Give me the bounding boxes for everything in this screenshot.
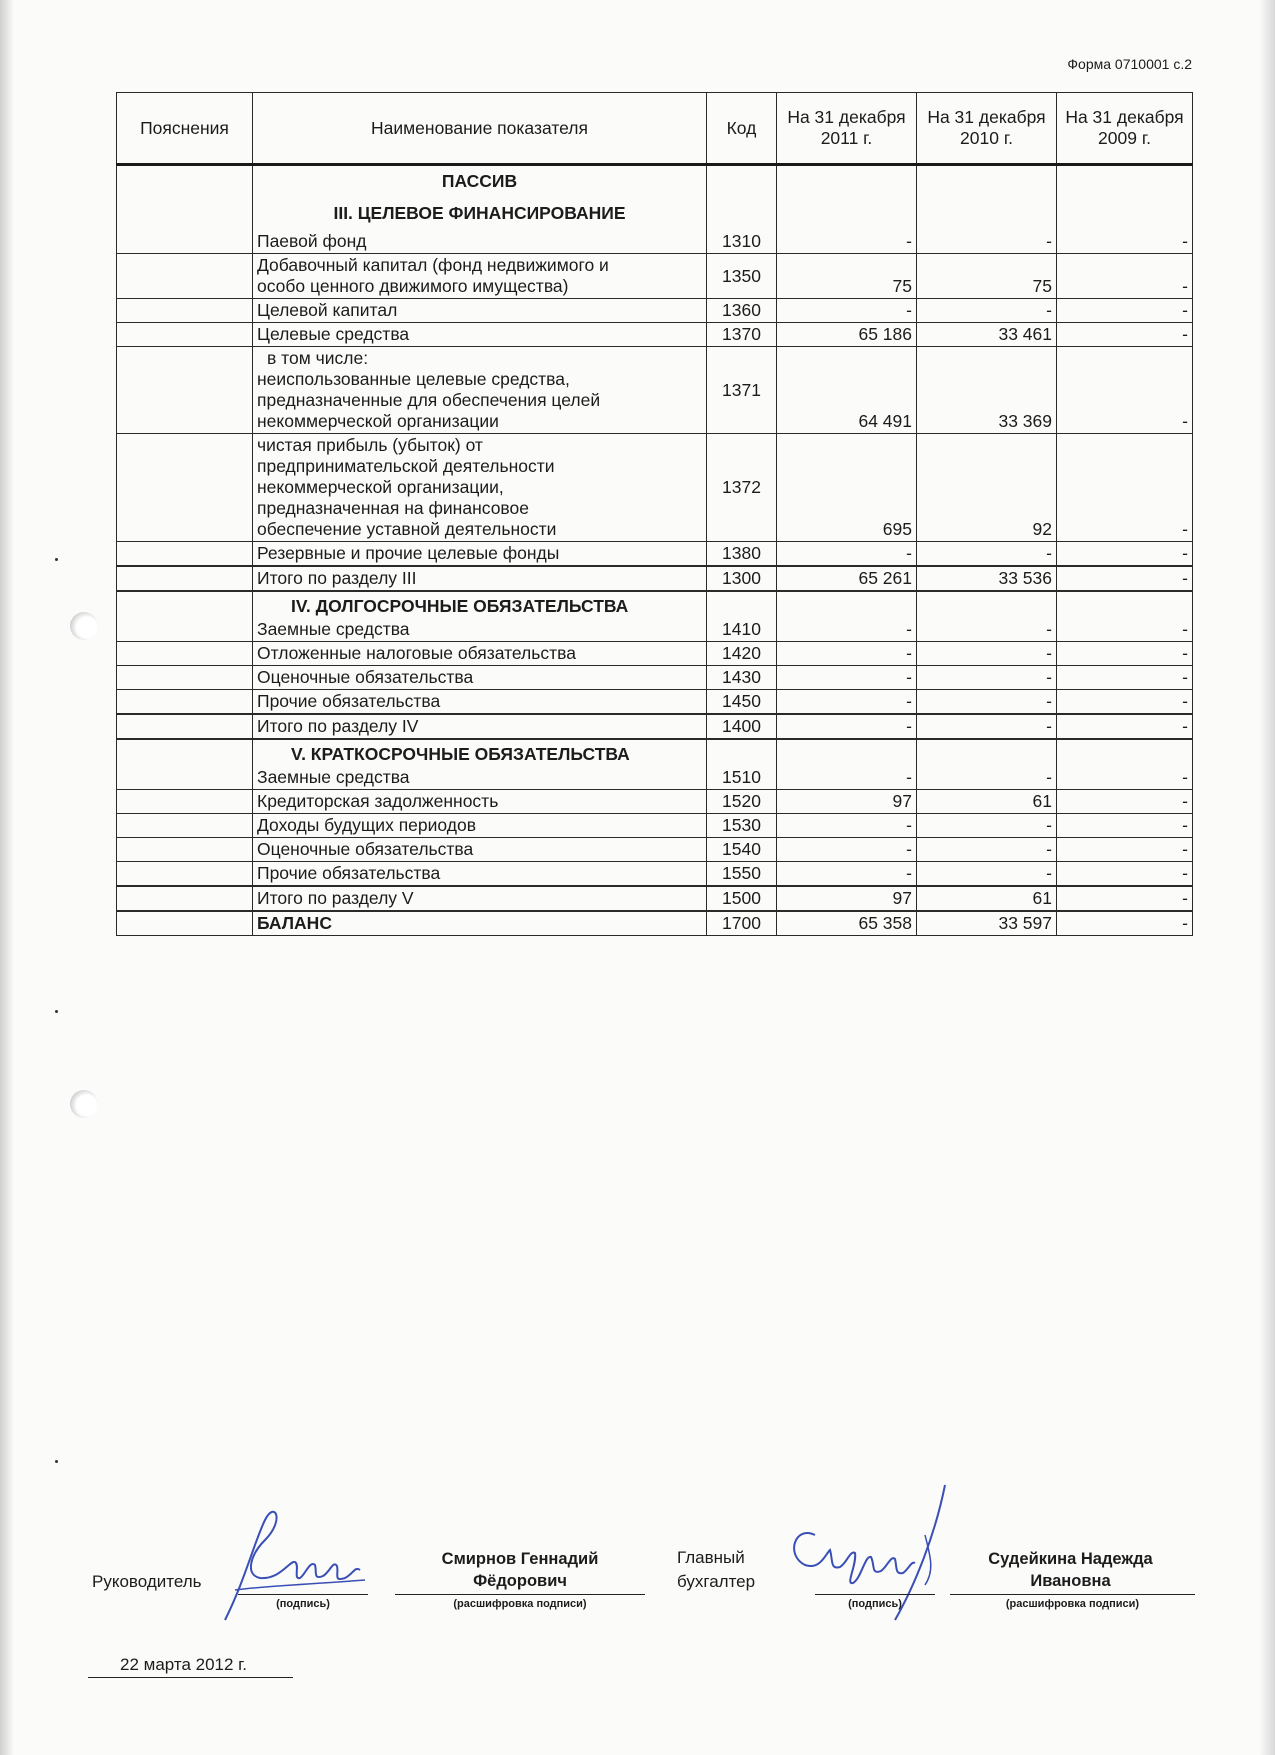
table-row-1310 (117, 165, 1193, 254)
punch-hole-icon (70, 612, 98, 640)
value-2009: - (1057, 299, 1193, 323)
notes-cell (117, 814, 253, 838)
notes-cell (117, 566, 253, 591)
col-header-2010 (917, 93, 1057, 165)
row-name-line2: предпринимательской деятельности (257, 456, 555, 476)
head-label: Руководитель (92, 1572, 202, 1591)
table-row-1371 (117, 347, 1193, 434)
value-2009: - (1057, 814, 1193, 838)
row-name: Заемные средства (257, 767, 410, 787)
value-2010: 92 (917, 434, 1057, 542)
value-2009: - (1057, 591, 1193, 642)
code-cell: 1420 (707, 642, 777, 666)
row-name: Заемные средства (257, 619, 410, 639)
name-cell: Итого по разделу III (253, 566, 707, 591)
code-cell: 1350 (707, 254, 777, 299)
value-2011: 695 (777, 434, 917, 542)
value-2009: - (1057, 542, 1193, 567)
page-shadow-right (1259, 0, 1275, 1755)
table-header (117, 93, 1193, 165)
table-row-1370 (117, 323, 1193, 347)
notes-cell (117, 542, 253, 567)
value-2010: 61 (917, 790, 1057, 814)
code-cell: 1370 (707, 323, 777, 347)
col-header-2010-line1: На 31 декабря (927, 107, 1046, 127)
value-2010: - (917, 642, 1057, 666)
notes-cell (117, 790, 253, 814)
notes-cell (117, 642, 253, 666)
code-cell: 1550 (707, 862, 777, 887)
value-2009: - (1057, 739, 1193, 790)
value-2011: 65 261 (777, 566, 917, 591)
value-2011: - (777, 299, 917, 323)
value-2010: - (917, 165, 1057, 254)
table-row-1360 (117, 299, 1193, 323)
accountant-name-line1: Судейкина Надежда (988, 1550, 1153, 1568)
col-header-2009-line1: На 31 декабря (1065, 107, 1184, 127)
code-cell: 1380 (707, 542, 777, 567)
value-2010: - (917, 862, 1057, 887)
code-cell: 1540 (707, 838, 777, 862)
table-row-1550 (117, 862, 1193, 887)
accountant-name (948, 1548, 1193, 1592)
name-cell: Целевой капитал (253, 299, 707, 323)
value-2010: - (917, 739, 1057, 790)
head-name-line2: Фёдорович (473, 1572, 567, 1590)
table-row-1450 (117, 690, 1193, 715)
code-cell: 1530 (707, 814, 777, 838)
value-2011: - (777, 591, 917, 642)
table-row-1380 (117, 542, 1193, 567)
notes-cell (117, 299, 253, 323)
name-cell: Оценочные обязательства (253, 838, 707, 862)
name-cell (253, 739, 707, 790)
accountant-decode-caption: (расшифровка подписи) (1005, 1598, 1140, 1610)
value-2009: - (1057, 165, 1193, 254)
name-cell (253, 591, 707, 642)
notes-cell (117, 911, 253, 936)
row-name-line1: Добавочный капитал (фонд недвижимого и (257, 255, 609, 275)
code-cell: 1520 (707, 790, 777, 814)
value-2009: - (1057, 347, 1193, 434)
table-row-1430 (117, 666, 1193, 690)
row-name-line5: обеспечение уставной деятельности (257, 519, 557, 539)
value-2009: - (1057, 714, 1193, 739)
notes-cell (117, 714, 253, 739)
value-2010: - (917, 814, 1057, 838)
value-2011: 65 186 (777, 323, 917, 347)
name-cell: Кредиторская задолженность (253, 790, 707, 814)
value-2010: 33 461 (917, 323, 1057, 347)
value-2011: - (777, 165, 917, 254)
value-2009: - (1057, 434, 1193, 542)
accountant-label-line2: бухгалтер (677, 1572, 756, 1591)
table-row-1530 (117, 814, 1193, 838)
value-2011: 97 (777, 886, 917, 911)
notes-cell (117, 666, 253, 690)
code-cell: 1700 (707, 911, 777, 936)
value-2010: - (917, 299, 1057, 323)
value-2010: - (917, 542, 1057, 567)
notes-cell (117, 323, 253, 347)
value-2011: 75 (777, 254, 917, 299)
col-header-2009-line2: 2009 г. (1098, 128, 1151, 148)
accountant-signature-caption: (подпись) (848, 1598, 902, 1610)
name-cell: Отложенные налоговые обязательства (253, 642, 707, 666)
code-cell: 1360 (707, 299, 777, 323)
value-2011: - (777, 666, 917, 690)
notes-cell (117, 165, 253, 254)
head-signature-caption: (подпись) (276, 1598, 330, 1610)
notes-cell (117, 434, 253, 542)
value-2009: - (1057, 790, 1193, 814)
head-signature-icon (205, 1500, 375, 1630)
accountant-signature-line (815, 1594, 935, 1595)
head-decode-line (395, 1594, 645, 1595)
value-2011: - (777, 690, 917, 715)
name-cell: Прочие обязательства (253, 690, 707, 715)
date-line (88, 1677, 293, 1678)
code-cell: 1310 (707, 165, 777, 254)
row-name-line1: чистая прибыль (убыток) от (257, 435, 483, 455)
code-cell: 1430 (707, 666, 777, 690)
name-cell: Оценочные обязательства (253, 666, 707, 690)
code-cell: 1371 (707, 347, 777, 434)
section-5-title: V. КРАТКОСРОЧНЫЕ ОБЯЗАТЕЛЬСТВА (291, 744, 630, 764)
row-name-line4: некоммерческой организации (257, 411, 499, 431)
value-2010: 33 597 (917, 911, 1057, 936)
speck (55, 1460, 58, 1463)
col-header-name: Наименование показателя (253, 93, 707, 165)
value-2010: 33 369 (917, 347, 1057, 434)
head-decode-caption: (расшифровка подписи) (453, 1598, 587, 1610)
row-name-line3: некоммерческой организации, (257, 477, 504, 497)
value-2011: - (777, 838, 917, 862)
name-cell (253, 254, 707, 299)
name-cell: Резервные и прочие целевые фонды (253, 542, 707, 567)
table-row-1700 (117, 911, 1193, 936)
value-2010: - (917, 591, 1057, 642)
code-cell: 1510 (707, 739, 777, 790)
table-row-1300 (117, 566, 1193, 591)
value-2010: 75 (917, 254, 1057, 299)
notes-cell (117, 886, 253, 911)
table-row-1350 (117, 254, 1193, 299)
value-2009: - (1057, 862, 1193, 887)
value-2011: - (777, 739, 917, 790)
accountant-label (677, 1546, 755, 1594)
name-cell: БАЛАНС (253, 911, 707, 936)
notes-cell (117, 591, 253, 642)
name-cell: Прочие обязательства (253, 862, 707, 887)
name-cell: Целевые средства (253, 323, 707, 347)
value-2011: 97 (777, 790, 917, 814)
table-row-1520 (117, 790, 1193, 814)
passive-title: ПАССИВ (441, 171, 518, 191)
table-row-1372 (117, 434, 1193, 542)
speck (55, 1010, 58, 1013)
section-3-title: III. ЦЕЛЕВОЕ ФИНАНСИРОВАНИЕ (333, 203, 626, 223)
value-2010: - (917, 838, 1057, 862)
value-2009: - (1057, 254, 1193, 299)
head-name (395, 1548, 645, 1592)
accountant-name-line2: Ивановна (1030, 1572, 1111, 1590)
table-row-1540 (117, 838, 1193, 862)
value-2009: - (1057, 838, 1193, 862)
value-2010: 33 536 (917, 566, 1057, 591)
page-shadow-left (0, 0, 14, 1755)
value-2011: - (777, 814, 917, 838)
head-signature-line (238, 1594, 368, 1595)
value-2009: - (1057, 323, 1193, 347)
value-2011: - (777, 862, 917, 887)
value-2011: 65 358 (777, 911, 917, 936)
value-2010: - (917, 666, 1057, 690)
value-2011: 64 491 (777, 347, 917, 434)
value-2009: - (1057, 690, 1193, 715)
head-name-line1: Смирнов Геннадий (441, 1550, 599, 1568)
col-header-2011-line1: На 31 декабря (787, 107, 906, 127)
punch-hole-icon (70, 1090, 98, 1118)
col-header-2010-line2: 2010 г. (960, 128, 1013, 148)
value-2011: - (777, 542, 917, 567)
col-header-2011 (777, 93, 917, 165)
col-header-2009 (1057, 93, 1193, 165)
table-row-1410 (117, 591, 1193, 642)
name-cell (253, 347, 707, 434)
row-name-line4: предназначенная на финансовое (257, 498, 529, 518)
value-2011: - (777, 642, 917, 666)
row-name: Паевой фонд (257, 231, 367, 251)
value-2010: - (917, 690, 1057, 715)
accountant-label-line1: Главный (677, 1548, 745, 1567)
accountant-decode-line (950, 1594, 1195, 1595)
balance-table (116, 92, 1193, 936)
row-name-line1: в том числе: (267, 348, 369, 368)
table-row-1510 (117, 739, 1193, 790)
name-cell: Итого по разделу V (253, 886, 707, 911)
value-2009: - (1057, 666, 1193, 690)
code-cell: 1372 (707, 434, 777, 542)
col-header-code: Код (707, 93, 777, 165)
col-header-2011-line2: 2011 г. (820, 128, 873, 148)
value-2010: - (917, 714, 1057, 739)
name-cell: Доходы будущих периодов (253, 814, 707, 838)
table-row-1400 (117, 714, 1193, 739)
row-name-line3: предназначенные для обеспечения целей (257, 390, 601, 410)
notes-cell (117, 838, 253, 862)
code-cell: 1410 (707, 591, 777, 642)
code-cell: 1300 (707, 566, 777, 591)
notes-cell (117, 347, 253, 434)
table-row-1420 (117, 642, 1193, 666)
value-2009: - (1057, 911, 1193, 936)
value-2009: - (1057, 642, 1193, 666)
notes-cell (117, 739, 253, 790)
name-cell (253, 434, 707, 542)
value-2011: - (777, 714, 917, 739)
col-header-notes: Пояснения (117, 93, 253, 165)
name-cell (253, 165, 707, 254)
notes-cell (117, 862, 253, 887)
value-2009: - (1057, 566, 1193, 591)
code-cell: 1400 (707, 714, 777, 739)
code-cell: 1450 (707, 690, 777, 715)
form-code: Форма 0710001 с.2 (1067, 56, 1192, 72)
table-row-1500 (117, 886, 1193, 911)
row-name-line2: особо ценного движимого имущества) (257, 276, 569, 296)
row-name-line2: неиспользованные целевые средства, (257, 369, 570, 389)
section-4-title: IV. ДОЛГОСРОЧНЫЕ ОБЯЗАТЕЛЬСТВА (291, 596, 629, 616)
document-date: 22 марта 2012 г. (120, 1655, 248, 1674)
code-cell: 1500 (707, 886, 777, 911)
value-2010: 61 (917, 886, 1057, 911)
name-cell: Итого по разделу IV (253, 714, 707, 739)
notes-cell (117, 254, 253, 299)
speck (55, 558, 58, 561)
value-2009: - (1057, 886, 1193, 911)
notes-cell (117, 690, 253, 715)
